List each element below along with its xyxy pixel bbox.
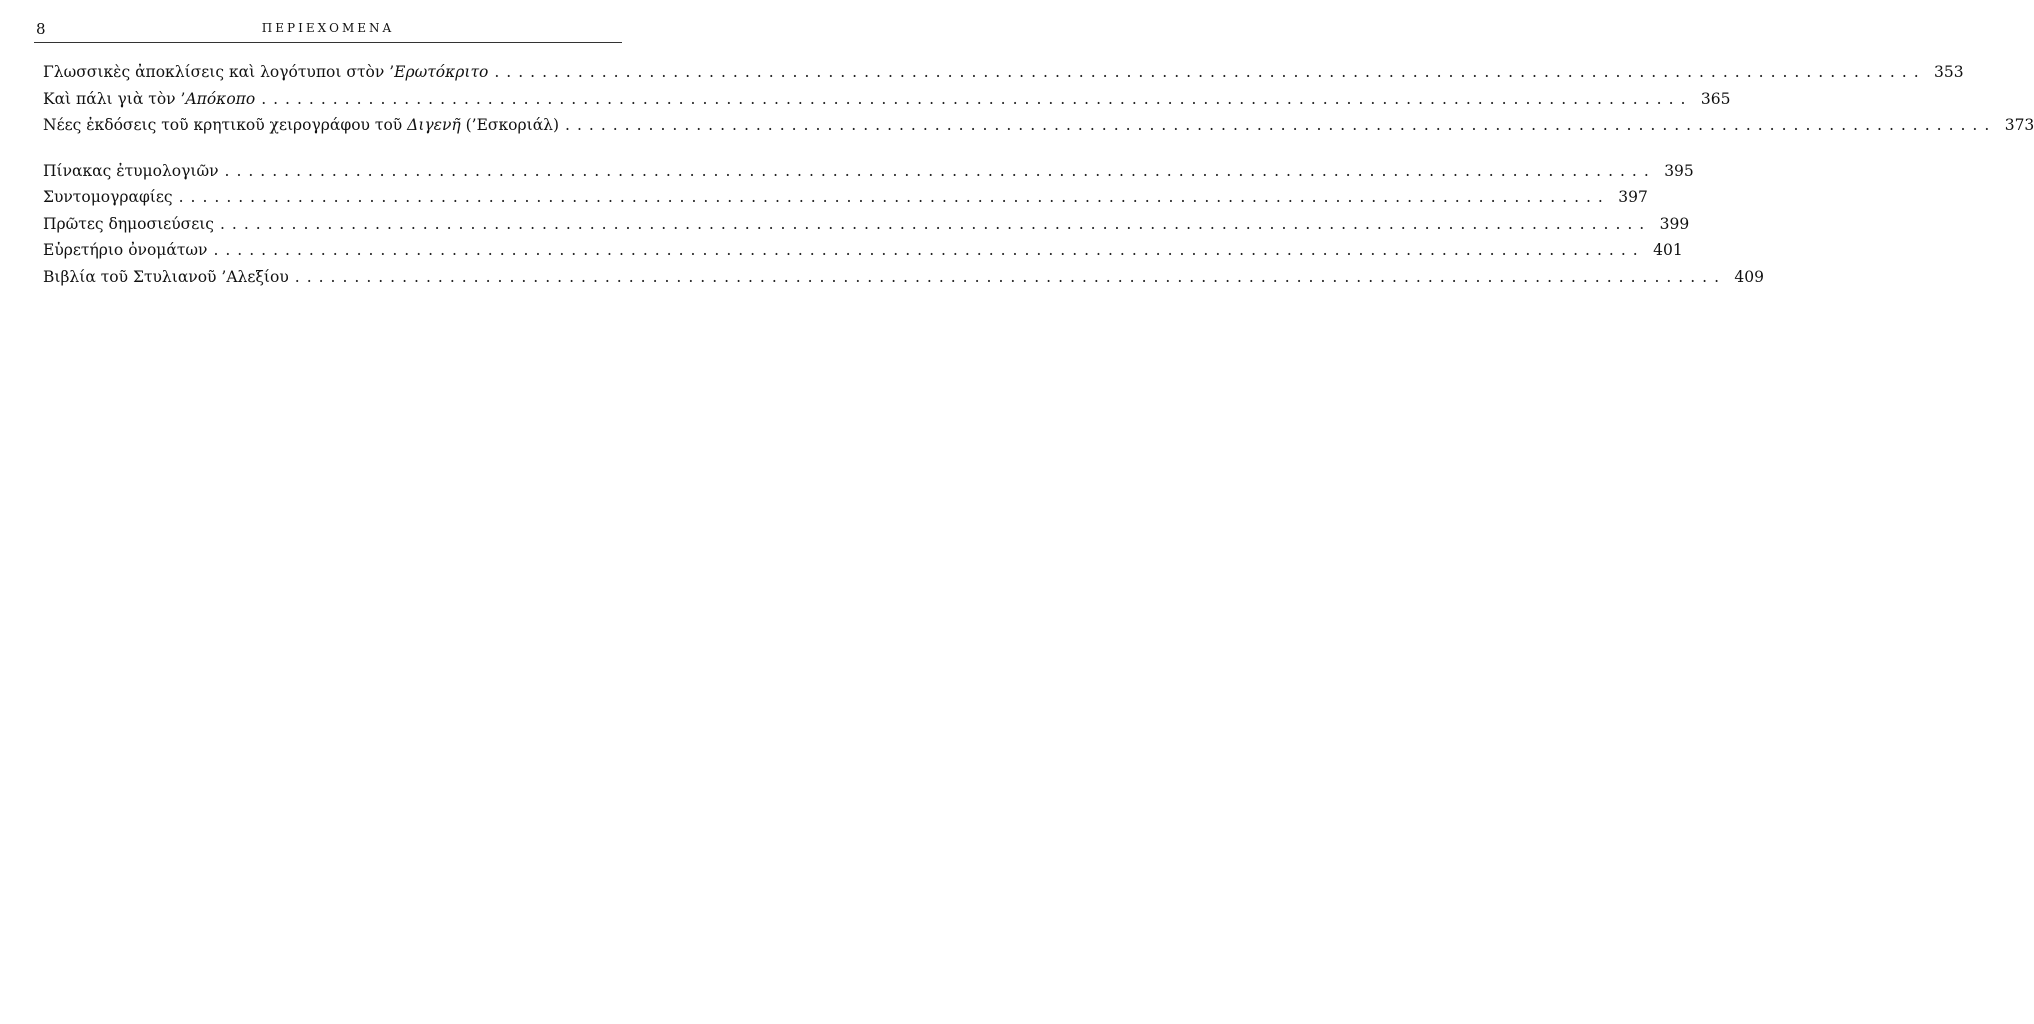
page-header: [34, 18, 622, 43]
toc-entry-page: 401: [1653, 241, 1683, 259]
toc-title-part: Απόκοπο: [185, 89, 256, 108]
toc-entry-page: 399: [1659, 214, 1690, 233]
toc-entry: [43, 116, 2034, 143]
toc-entry: [43, 214, 1690, 242]
toc-entry: [43, 161, 1694, 189]
dot-leader: ........................................................................................................................: [494, 63, 1926, 81]
toc-title-part: Ερωτόκριτο: [394, 63, 489, 81]
toc-group: [43, 161, 1765, 295]
toc-title-part: Γλωσσικὲς ἀποκλίσεις καὶ λογότυποι στὸν ’: [43, 63, 395, 81]
toc-entry-title: [43, 268, 289, 286]
dot-leader: ........................................................................................................................: [219, 214, 1652, 233]
toc-title-part: (’Εσκοριάλ): [460, 116, 560, 134]
toc-entry-title: [43, 188, 173, 206]
toc-entry-title: [43, 116, 559, 134]
running-head: ΠΕΡΙΕΧΟΜΕΝΑ: [261, 21, 395, 35]
toc-entry-title: [43, 241, 207, 259]
page-number: 8: [36, 20, 46, 38]
toc-title-part: Εὑρετήριο ὀνομάτων: [43, 241, 208, 259]
dot-leader: ........................................................................................................................: [178, 188, 1610, 206]
toc-entry: [43, 89, 1731, 117]
toc-entry: [43, 267, 1765, 295]
toc-entry-page: 397: [1618, 188, 1648, 206]
toc-entry-page: 395: [1664, 161, 1694, 180]
toc-group: [43, 63, 2034, 143]
toc-entry-title: [43, 63, 488, 81]
dot-leader: ........................................................................................................................: [213, 241, 1645, 259]
toc-title-part: Πρῶτες δημοσιεύσεις: [43, 214, 214, 233]
toc-entry-page: 373: [2004, 116, 2034, 134]
toc-entry-title: [43, 162, 219, 180]
toc-entry: [43, 63, 1964, 90]
toc-title-part: Διγενῆ: [407, 116, 461, 134]
toc-title-part: Νέες ἐκδόσεις τοῦ κρητικοῦ χειρογράφου τοῦ: [43, 116, 408, 134]
dot-leader: ........................................................................................................................: [224, 161, 1656, 180]
dot-leader: ........................................................................................................................: [565, 116, 1997, 134]
toc-entry: [43, 241, 1683, 268]
toc-entry-title: [43, 215, 214, 233]
toc-title-part: Συντομογραφίες: [43, 188, 173, 206]
table-of-contents: [43, 63, 2034, 294]
toc-title-part: Βιβλία τοῦ Στυλιανοῦ ’Αλεξίου: [43, 267, 289, 286]
toc-entry-page: 365: [1700, 89, 1731, 108]
toc-entry-page: 409: [1734, 267, 1765, 286]
toc-entry-title: [43, 90, 255, 108]
toc-entry-page: 353: [1934, 63, 1964, 81]
dot-leader: ........................................................................................................................: [294, 267, 1727, 286]
toc-entry: [43, 188, 1648, 215]
dot-leader: ........................................................................................................................: [261, 89, 1693, 108]
toc-title-part: Πίνακας ἐτυμολογιῶν: [43, 161, 219, 180]
toc-title-part: Καὶ πάλι γιὰ τὸν ’: [43, 89, 186, 108]
